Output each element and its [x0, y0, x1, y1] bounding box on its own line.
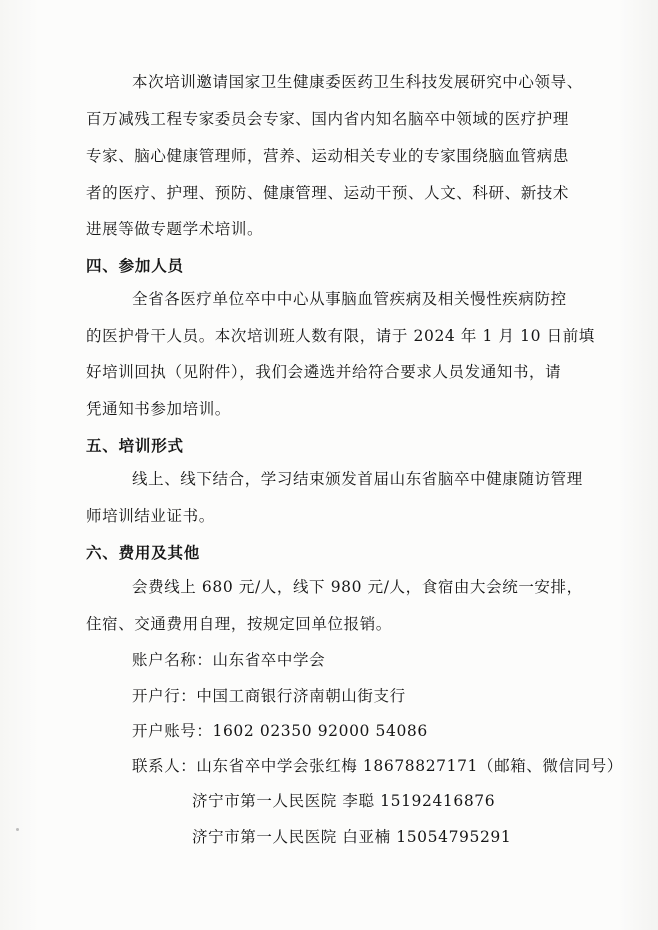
contact-primary: 联系人：山东省卒中学会张红梅 18678827171（邮箱、微信同号） — [132, 757, 623, 775]
intro-line-4: 者的医疗、护理、预防、健康管理、运动干预、人文、科研、新技术 — [86, 184, 570, 202]
section-4-heading: 四、参加人员 — [86, 257, 184, 275]
section-4-line-1: 全省各医疗单位卒中中心从事脑血管疾病及相关慢性疾病防控 — [132, 290, 567, 308]
section-6-line-1: 会费线上 680 元/人，线下 980 元/人，食宿由大会统一安排， — [132, 578, 583, 596]
intro-line-3: 专家、脑心健康管理师，营养、运动相关专业的专家围绕脑血管病患 — [86, 147, 570, 165]
intro-line-2: 百万减残工程专家委员会专家、国内省内知名脑卒中领域的医疗护理 — [86, 110, 570, 128]
scan-speck — [16, 828, 19, 831]
contact-secondary-2: 济宁市第一人民医院 白亚楠 15054795291 — [192, 828, 512, 846]
section-5-line-2: 师培训结业证书。 — [86, 507, 215, 525]
section-4-line-3: 好培训回执（见附件），我们会遴选并给符合要求人员发通知书，请 — [86, 363, 562, 381]
section-4-line-2: 的医护骨干人员。本次培训班人数有限，请于 2024 年 1 月 10 日前填 — [86, 327, 595, 345]
contact-secondary-1: 济宁市第一人民医院 李聪 15192416876 — [192, 792, 496, 810]
bank-name: 开户行：中国工商银行济南朝山街支行 — [132, 687, 406, 705]
account-name: 账户名称：山东省卒中学会 — [132, 651, 326, 669]
section-6-line-2: 住宿、交通费用自理，按规定回单位报销。 — [86, 615, 392, 633]
intro-line-5: 进展等做专题学术培训。 — [86, 220, 264, 238]
intro-line-1: 本次培训邀请国家卫生健康委医药卫生科技发展研究中心领导、 — [132, 73, 583, 91]
account-number: 开户账号：1602 02350 92000 54086 — [132, 722, 428, 740]
section-5-heading: 五、培训形式 — [86, 437, 184, 455]
section-6-heading: 六、费用及其他 — [86, 544, 201, 562]
section-5-line-1: 线上、线下结合，学习结束颁发首届山东省脑卒中健康随访管理 — [132, 470, 583, 488]
section-4-line-4: 凭通知书参加培训。 — [86, 400, 231, 418]
